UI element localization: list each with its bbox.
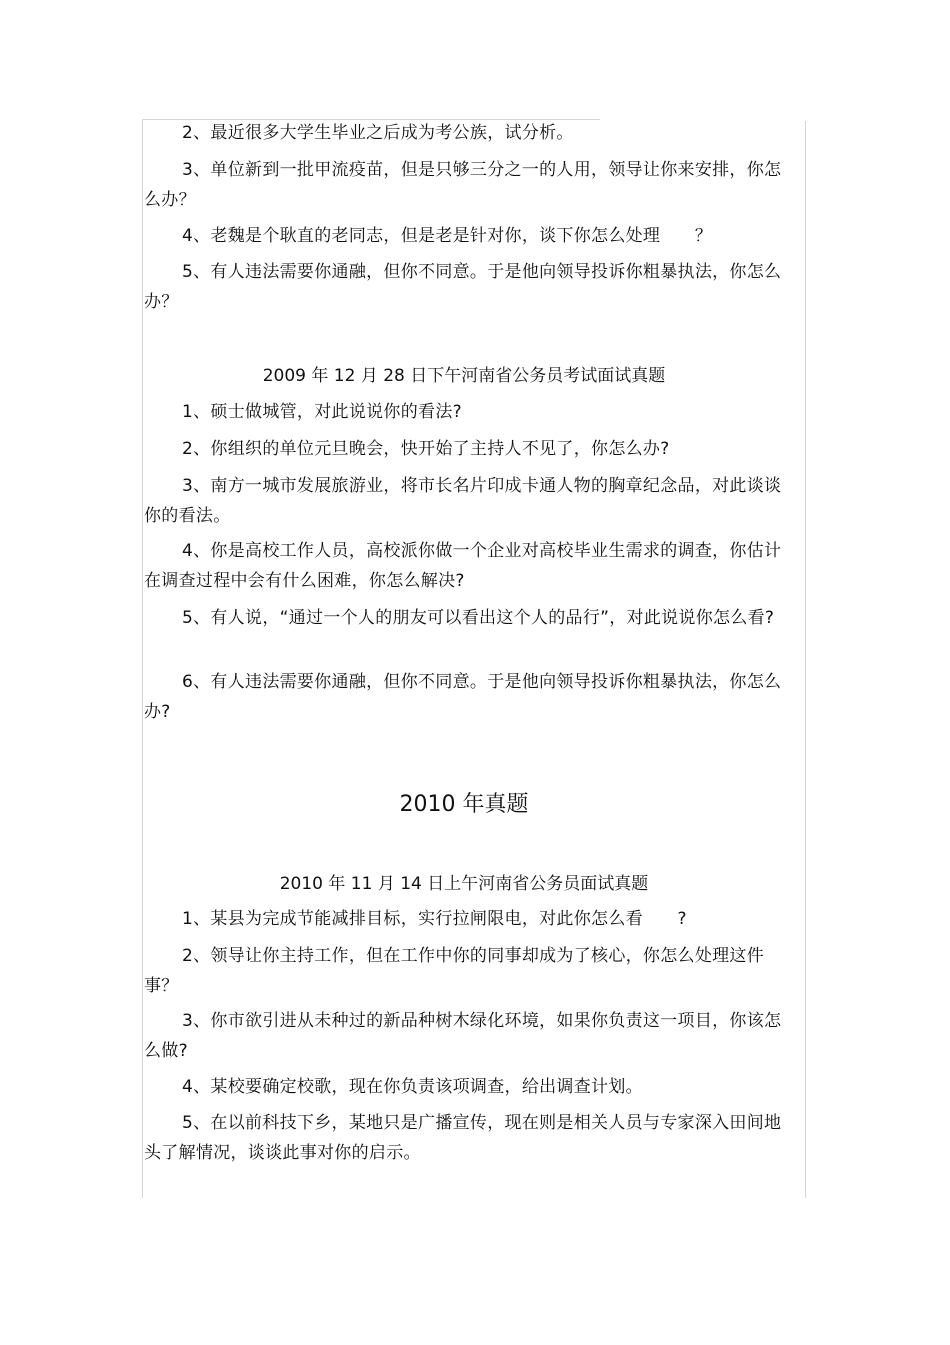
question-item: 2、领导让你主持工作，但在工作中你的同事却成为了核心，你怎么处理这件事？ — [144, 946, 765, 996]
question-item: 1、某县为完成节能减排目标，实行拉闸限电，对此你怎么看 ? — [182, 909, 687, 929]
question-item: 3、南方一城市发展旅游业，将市长名片印成卡通人物的胸章纪念品，对此谈谈你的看法。 — [144, 476, 782, 526]
section-title-2009: 2009 年 12 月 28 日下午河南省公务员考试面试真题 — [262, 366, 666, 386]
question-item: 5、有人违法需要你通融，但你不同意。于是他向领导投诉你粗暴执法，你怎么办？ — [144, 262, 782, 312]
question-item: 6、有人违法需要你通融，但你不同意。于是他向领导投诉你粗暴执法，你怎么办? — [144, 672, 782, 722]
question-item: 2、你组织的单位元旦晚会，快开始了主持人不见了，你怎么办? — [182, 439, 670, 459]
question-item: 5、在以前科技下乡，某地只是广播宣传，现在则是相关人员与专家深入田间地头了解情况，谈谈此事对你的启示。 — [144, 1113, 782, 1163]
question-item: 3、单位新到一批甲流疫苗，但是只够三分之一的人用，领导让你来安排，你怎么办？ — [144, 160, 782, 210]
question-item: 2、最近很多大学生毕业之后成为考公族，试分析。 — [182, 123, 574, 143]
question-item: 4、你是高校工作人员，高校派你做一个企业对高校毕业生需求的调查，你估计在调查过程中会有什么困难，你怎么解决? — [144, 541, 782, 591]
question-item: 5、有人说，“通过一个人的朋友可以看出这个人的品行”，对此说说你怎么看? — [182, 608, 775, 628]
section-title-2010: 2010 年 11 月 14 日上午河南省公务员面试真题 — [279, 874, 649, 894]
question-item: 4、某校要确定校歌，现在你负责该项调查，给出调查计划。 — [182, 1077, 643, 1097]
question-item: 1、硕士做城管，对此说说你的看法? — [182, 402, 462, 422]
year-heading: 2010 年真题 — [399, 792, 529, 817]
question-item: 4、老魏是个耿直的老同志，但是老是针对你，谈下你怎么处理 ？ — [182, 226, 713, 246]
question-item: 3、你市欲引进从未种过的新品种树木绿化环境，如果你负责这一项目，你该怎么做? — [144, 1011, 782, 1061]
